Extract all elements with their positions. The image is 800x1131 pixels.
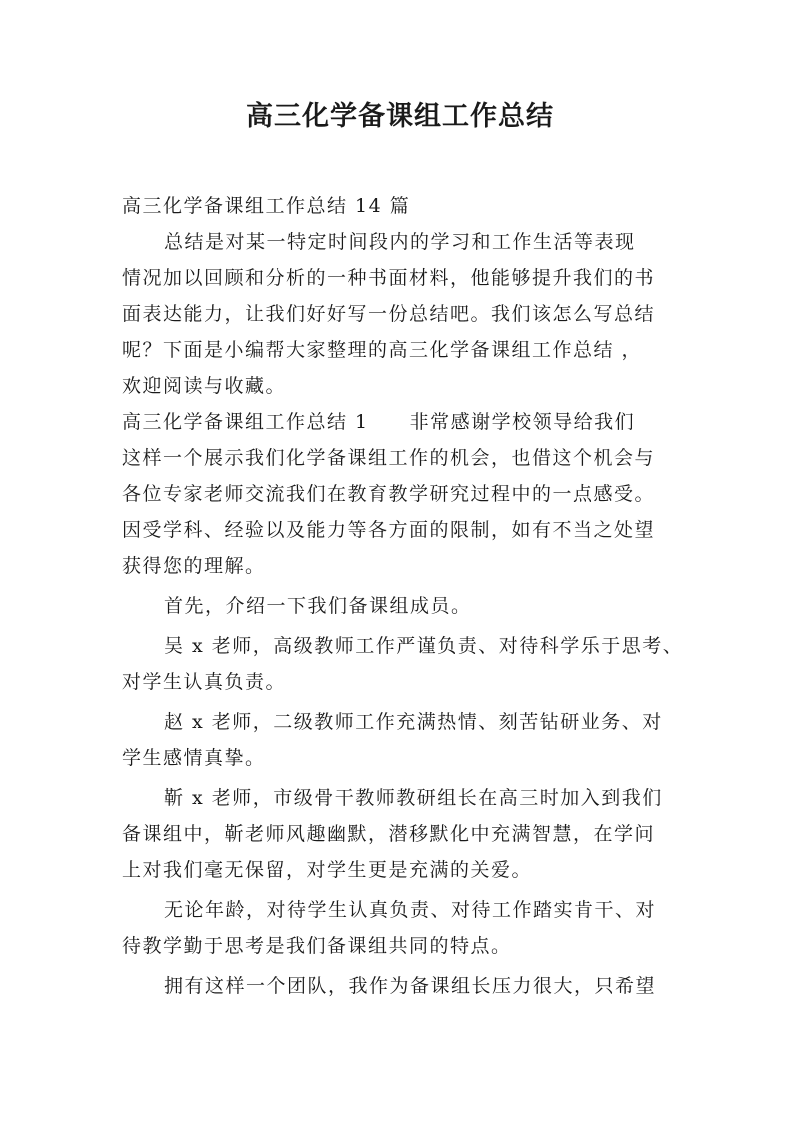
text-line: 呢？下面是小编帮大家整理的高三化学备课组工作总结 ， [122, 339, 643, 361]
text-line: 吴 x 老师，高级教师工作严谨负责、对待科学乐于思考、 [164, 635, 684, 657]
text-line: 对学生认真负责。 [122, 671, 287, 693]
page-title: 高三化学备课组工作总结 [246, 101, 554, 132]
text-line: 欢迎阅读与收藏。 [122, 375, 287, 397]
text-line: 这样一个展示我们化学备课组工作的机会，也借这个机会与 [122, 447, 656, 469]
text-line: 学生感情真挚。 [122, 747, 266, 769]
text-line: 待教学勤于思考是我们备课组共同的特点。 [122, 935, 512, 957]
text-line: 首先，介绍一下我们备课组成员。 [164, 595, 472, 617]
text-line: 情况加以回顾和分析的一种书面材料，他能够提升我们的书 [122, 267, 656, 289]
text-line: 因受学科、经验以及能力等各方面的限制，如有不当之处望 [122, 519, 656, 541]
text-line: 无论年龄，对待学生认真负责、对待工作踏实肯干、对 [164, 899, 657, 921]
text-line: 面表达能力，让我们好好写一份总结吧。我们该怎么写总结 [122, 303, 656, 325]
text-line: 获得您的理解。 [122, 555, 266, 577]
text-line: 高三化学备课组工作总结 1 非常感谢学校领导给我们 [122, 411, 636, 433]
text-line: 靳 x 老师，市级骨干教师教研组长在高三时加入到我们 [164, 787, 663, 809]
text-line: 拥有这样一个团队，我作为备课组长压力很大，只希望 [164, 975, 657, 997]
text-line: 总结是对某一特定时间段内的学习和工作生活等表现 [164, 231, 636, 253]
text-line: 上对我们毫无保留，对学生更是充满的关爱。 [122, 859, 533, 881]
document-body [122, 188, 688, 1004]
text-line: 高三化学备课组工作总结 14 篇 [122, 195, 411, 217]
text-line: 赵 x 老师，二级教师工作充满热情、刻苦钻研业务、对 [164, 711, 663, 733]
text-line: 备课组中，靳老师风趣幽默，潜移默化中充满智慧，在学问 [122, 823, 656, 845]
text-line: 各位专家老师交流我们在教育教学研究过程中的一点感受。 [122, 483, 656, 505]
